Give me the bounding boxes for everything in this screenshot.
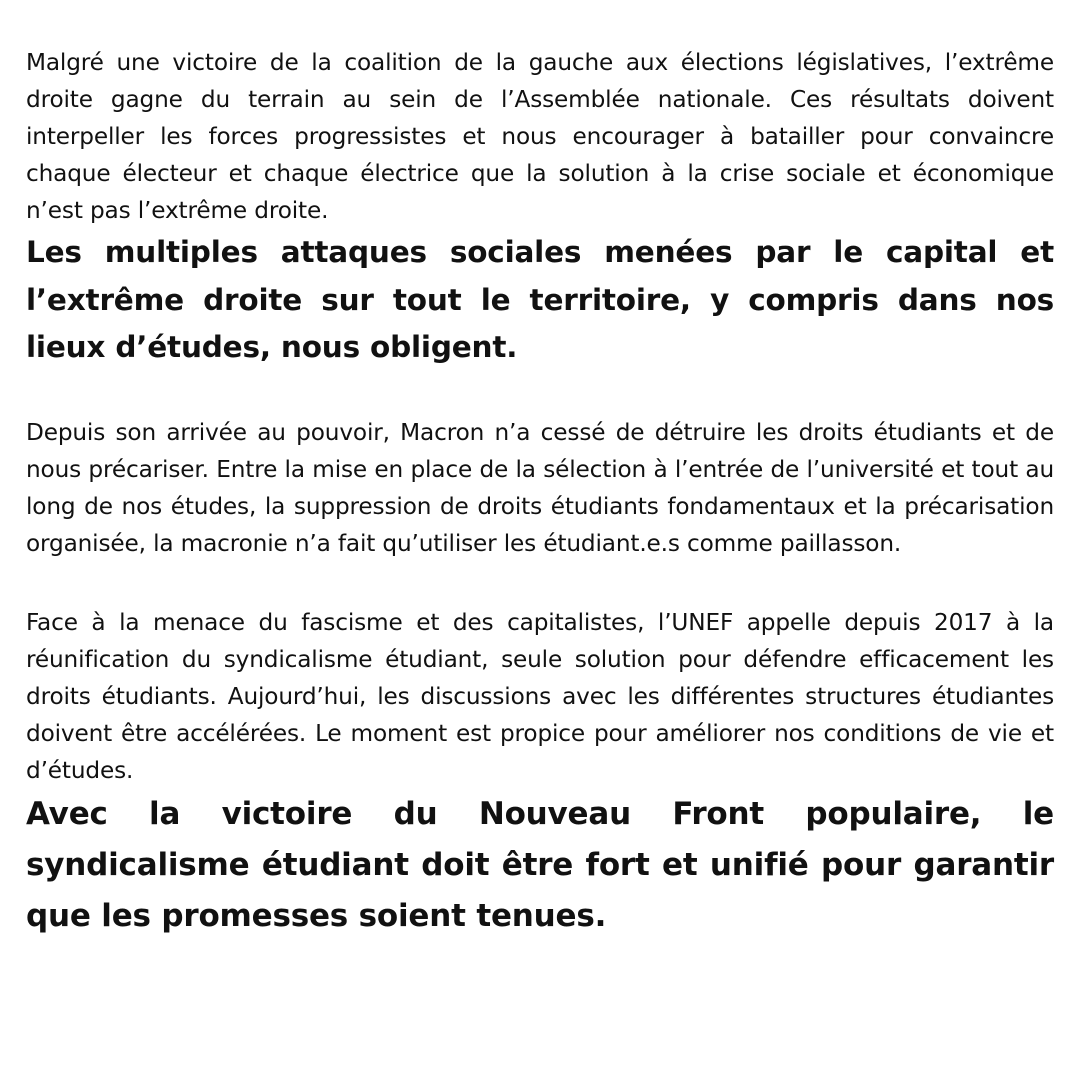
emphasis-front-populaire: Avec la victoire du Nouveau Front populaire, le syndicalisme étudiant doit être fort et unifié pour garantir que les promesses soient tenues.: [26, 795, 1054, 934]
paragraph-unef: Face à la menace du fascisme et des capitalistes, l’UNEF appelle depuis 2017 à la réunification du syndicalisme étudiant, seule solution pour défendre efficacement les droits étudiants. Aujourd’hui, les discussions avec les différentes structures étudiantes doivent être accélérées. Le moment est propice pour améliorer nos conditions de vie et d’études.: [26, 608, 1054, 784]
emphasis-attacks: Les multiples attaques sociales menées par le capital et l’extrême droite sur tout le territoire, y compris dans nos lieux d’études, nous obligent.: [26, 235, 1054, 364]
document-body: [26, 44, 1054, 942]
paragraph-macron: Depuis son arrivée au pouvoir, Macron n’a cessé de détruire les droits étudiants et de nous précariser. Entre la mise en place de la sélection à l’entrée de l’université et tout au long de nos études, la suppression de droits étudiants fondamentaux et la précarisation organisée, la macronie n’a fait qu’utiliser les étudiant.e.s comme paillasson.: [26, 418, 1054, 557]
paragraph-intro: Malgré une victoire de la coalition de la gauche aux élections législatives, l’extrême droite gagne du terrain au sein de l’Assemblée nationale. Ces résultats doivent interpeller les forces progressistes et nous encourager à batailler pour convaincre chaque électeur et chaque électrice que la solution à la crise sociale et économique n’est pas l’extrême droite.: [26, 49, 1054, 224]
